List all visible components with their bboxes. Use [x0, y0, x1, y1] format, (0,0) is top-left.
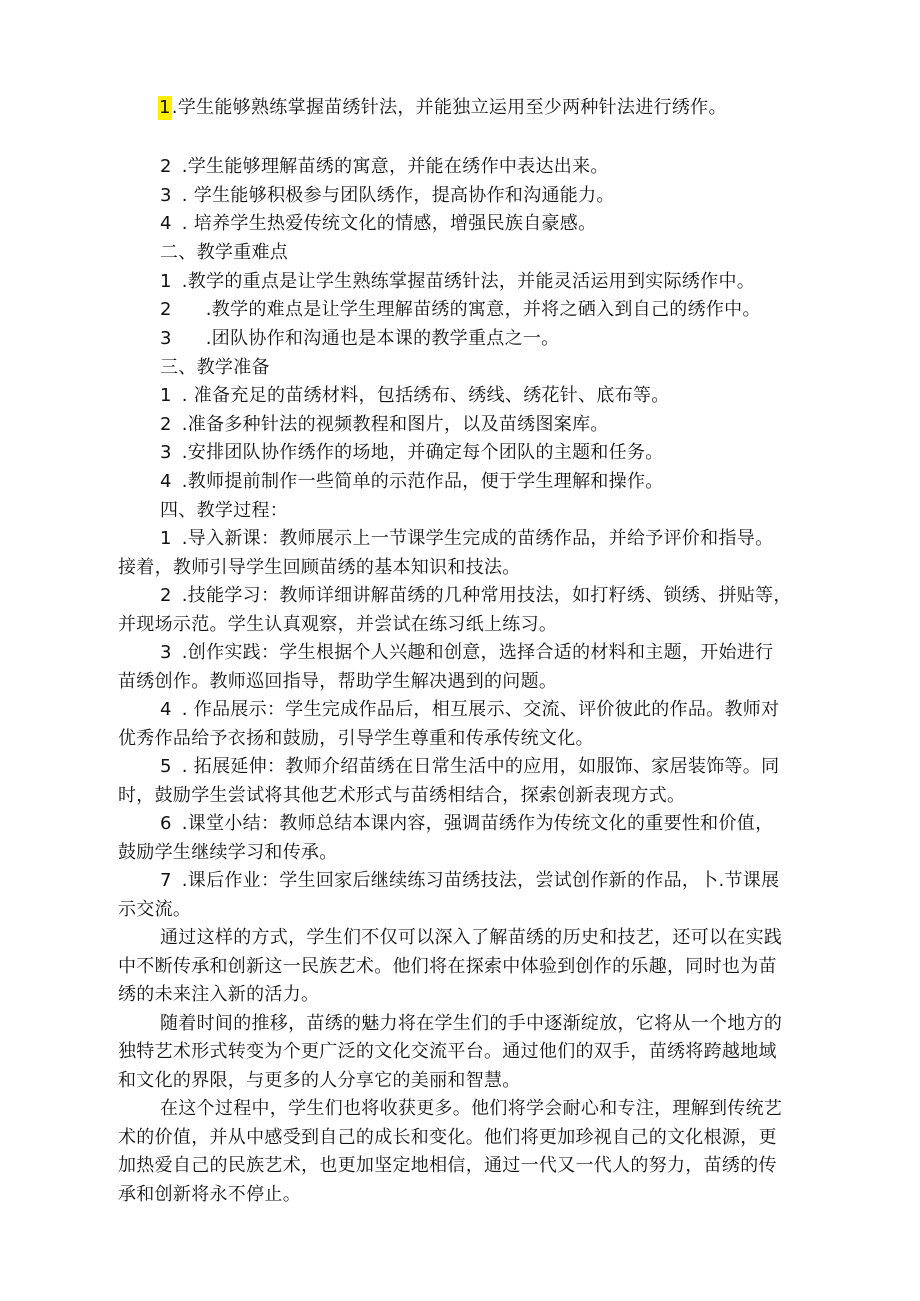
section2-item-1 — [160, 270, 755, 294]
process-step-4-line-2: 优秀作品给予衣扬和鼓励，引导学生尊重和传承传统文化。 — [118, 728, 594, 749]
section-heading-4: 四、教学过程： — [160, 500, 289, 521]
item-number: 5 — [160, 756, 172, 777]
item-number: 4 — [160, 213, 172, 234]
item-number: 3 — [160, 642, 172, 663]
item-number: 2 — [160, 585, 172, 606]
process-step-7-line-1 — [160, 869, 779, 893]
item-number: 2 — [160, 414, 172, 435]
objective-item-1 — [158, 96, 727, 120]
section3-item-4 — [160, 470, 664, 494]
paragraph-text: .课堂小结：教师总结本课内容，强调苗绣作为传统文化的重要性和价值， — [181, 813, 774, 834]
item-text: .教学的重点是让学生熟练掌握苗绣针法，并能灵活运用到实际绣作中。 — [181, 271, 756, 292]
process-step-1-line-1 — [160, 527, 773, 551]
item-number: 2 — [160, 299, 172, 320]
closing-para-3-line-1: 在这个过程中，学生们也将收获更多。他们将学会耐心和专注，理解到传统艺 — [160, 1098, 783, 1119]
process-step-1-line-2: 接着，教师引导学生回顾苗绣的基本知识和技法。 — [118, 557, 521, 578]
closing-para-3-line-2: 术的价值，并从中感受到自己的成长和变化。他们将更加珍视自己的文化根源，更 — [118, 1127, 777, 1148]
section3-item-3 — [160, 441, 664, 465]
objective-text: . 学生能够积极参与团队绣作，提高协作和沟通能力。 — [181, 185, 615, 206]
objective-item-3 — [160, 184, 615, 208]
process-step-3-line-1 — [160, 641, 773, 665]
closing-para-2-line-2: 独特艺术形式转变为个更广泛的文化交流平台。通过他们的双手，苗绣将跨越地域 — [118, 1041, 777, 1062]
paragraph-text: .课后作业：学生回家后继续练习苗绣技法，尝试创作新的作品，卜.节课展 — [181, 870, 780, 891]
item-number: 4 — [160, 471, 172, 492]
item-text: .教学的难点是让学生理解苗绣的寓意，并将之硒入到自己的绣作中。 — [205, 299, 761, 320]
objective-text: . 培养学生热爱传统文化的情感，增强民族自豪感。 — [181, 213, 597, 234]
section2-item-2 — [160, 298, 761, 322]
process-step-7-line-2: 示交流。 — [118, 899, 192, 920]
item-number: 7 — [160, 870, 172, 891]
objective-item-2 — [160, 155, 609, 179]
objective-item-4 — [160, 212, 596, 236]
closing-para-1-line-1: 通过这样的方式，学生们不仅可以深入了解苗绣的历史和技艺，还可以在实践 — [160, 927, 783, 948]
item-number: 6 — [160, 813, 172, 834]
section3-item-1 — [160, 384, 670, 408]
process-step-4-line-1 — [160, 698, 779, 722]
item-text: .教师提前制作一些简单的示范作品，便于学生理解和操作。 — [181, 471, 664, 492]
paragraph-text: .创作实践：学生根据个人兴趣和创意，选择合适的材料和主题，开始进行 — [181, 642, 774, 663]
item-number: 1 — [160, 528, 172, 549]
process-step-3-line-2: 苗绣创作。教师巡回指导，帮助学生解决遇到的问题。 — [118, 671, 558, 692]
item-number: 1 — [160, 271, 172, 292]
closing-para-1-line-3: 绣的未来注入新的活力。 — [118, 984, 320, 1005]
item-number: 2 — [160, 156, 172, 177]
process-step-6-line-1 — [160, 812, 773, 836]
item-text: .准备多种针法的视频教程和图片，以及苗绣图案库。 — [181, 414, 609, 435]
section3-item-2 — [160, 413, 609, 437]
item-text: .安排团队协作绣作的场地，并确定每个团队的主题和任务。 — [181, 442, 664, 463]
closing-para-3-line-3: 加热爱自己的民族艺术，也更加坚定地相信，通过一代又一代人的努力，苗绣的传 — [118, 1155, 777, 1176]
closing-para-1-line-2: 中不断传承和创新这一民族艺术。他们将在探索中体验到创作的乐趣，同时也为苗 — [118, 956, 777, 977]
closing-para-3-line-4: 承和创新将永不停止。 — [118, 1184, 301, 1205]
item-number: 1 — [160, 385, 172, 406]
process-step-5-line-1 — [160, 755, 779, 779]
process-step-2-line-2: 并现场示范。学生认真观察，并尝试在练习纸上练习。 — [118, 614, 558, 635]
item-number: 4 — [160, 699, 172, 720]
item-text: .团队协作和沟通也是本课的教学重点之一。 — [205, 328, 560, 349]
item-number: 3 — [160, 328, 172, 349]
section-heading-3: 三、教学准备 — [160, 357, 270, 378]
item-number: 3 — [160, 442, 172, 463]
section-heading-2: 二、教学重难点 — [160, 242, 289, 263]
paragraph-text: . 拓展延伸：教师介绍苗绣在日常生活中的应用，如服饰、家居装饰等。同 — [181, 756, 780, 777]
paragraph-text: .导入新课：教师展示上一节课学生完成的苗绣作品，并给予评价和指导。 — [181, 528, 774, 549]
item-text: . 准备充足的苗绣材料，包括绣布、绣线、绣花针、底布等。 — [181, 385, 670, 406]
process-step-2-line-1 — [160, 584, 792, 608]
objective-text: .学生能够理解苗绣的寓意，并能在绣作中表达出来。 — [181, 156, 609, 177]
paragraph-text: .技能学习：教师详细讲解苗绣的几种常用技法，如打籽绣、锁绣、拼贴等， — [181, 585, 792, 606]
closing-para-2-line-1: 随着时间的推移，苗绣的魅力将在学生们的手中逐渐绽放，它将从一个地方的 — [160, 1013, 783, 1034]
highlighted-number: 1 — [159, 97, 171, 118]
process-step-5-line-2: 时，鼓励学生尝试将其他艺术形式与苗绣相结合，探索创新表现方式。 — [118, 785, 686, 806]
paragraph-text: . 作品展示：学生完成作品后，相互展示、交流、评价彼此的作品。教师对 — [181, 699, 780, 720]
process-step-6-line-2: 鼓励学生继续学习和传承。 — [118, 842, 338, 863]
section2-item-3 — [160, 327, 560, 351]
item-number: 3 — [160, 185, 172, 206]
objective-text: .学生能够熟练掌握苗绣针法，并能独立运用至少两种针法进行绣作。 — [171, 97, 727, 118]
closing-para-2-line-3: 和文化的界限，与更多的人分享它的美丽和智慧。 — [118, 1070, 521, 1091]
